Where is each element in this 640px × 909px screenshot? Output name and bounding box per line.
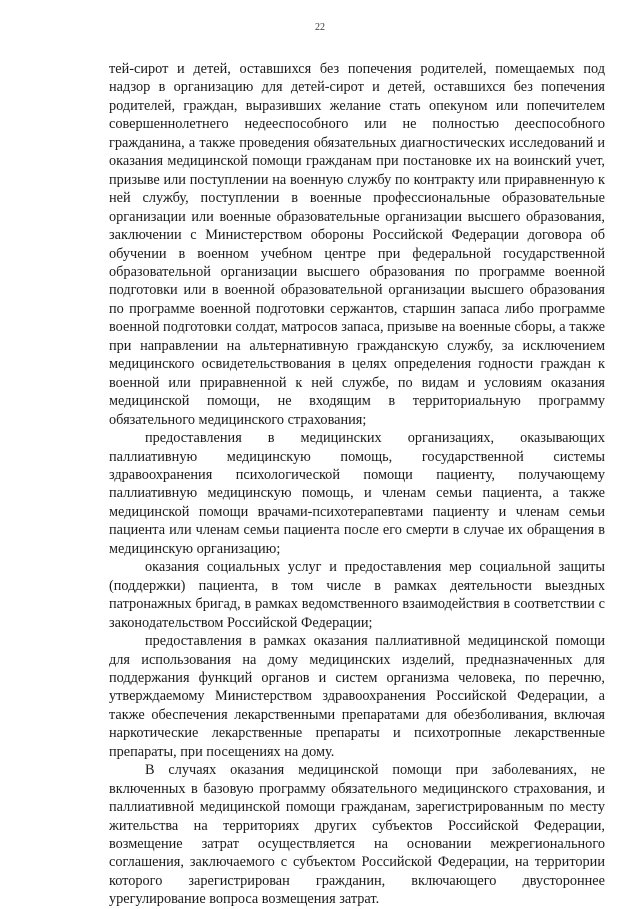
paragraph-continuation: тей-сирот и детей, оставшихся без попечения родителей, помещаемых под надзор в организацию для детей-сирот и детей, оставшихся без попечения родителей, граждан, выразивших желание стать опекуном или попечителем совершеннолетнего недееспособного или не полностью дееспособного гражданина, а также проведения обязательных диагностических исследований и оказания медицинской помощи гражданам при постановке их на воинский учет, призыве или поступлении на военную службу по контракту или приравненную к ней службу, поступлении в военные профессиональные образовательные организации или военные образовательные организации высшего образования, заключении с Министерством обороны Российской Федерации договора об обучении в военном учебном центре при федеральной государственной образовательной организации высшего образования по программе военной подготовки или в военной образовательной организации высшего образования по программе военной подготовки сержантов, старшин запаса либо программе военной подготовки солдат, матросов запаса, призыве на военные сборы, а также при направлении на альтернативную гражданскую службу, за исключением медицинского освидетельствования в целях определения годности граждан к военной или приравненной к ней службе, по видам и условиям оказания медицинской помощи, не входящим в территориальную программу обязательного медицинского страхования; (109, 61, 605, 428)
paragraph-social-services: оказания социальных услуг и предоставления мер социальной защиты (поддержки) пациента, в том числе в рамках деятельности выездных патронажных бригад, в рамках ведомственного взаимодействия в соответствии с законодательством Российской Федерации; (109, 559, 605, 631)
paragraph-psychological-help: предоставления в медицинских организациях, оказывающих паллиативную медицинскую помощь, государственной системы здравоохранения психологической помощи пациенту, получающему паллиативную медицинскую помощь, и членам семьи пациента, а также медицинской помощи врачами-психотерапевтами пациенту и членам семьи пациента или членам семьи пациента после его смерти в случае их обращения в медицинскую организацию; (109, 430, 605, 557)
page-number: 22 (315, 22, 325, 33)
document-body (109, 60, 605, 909)
paragraph-medical-devices: предоставления в рамках оказания паллиативной медицинской помощи для использования на дому медицинских изделий, предназначенных для поддержания функций органов и систем организма человека, по перечню, утверждаемому Министерством здравоохранения Российской Федерации, а также обеспечения лекарственными препаратами для обезболивания, включая наркотические лекарственные препараты и психотропные лекарственные препараты, при посещениях на дому. (109, 633, 605, 760)
paragraph-cost-reimbursement: В случаях оказания медицинской помощи при заболеваниях, не включенных в базовую программу обязательного медицинского страхования, и паллиативной медицинской помощи гражданам, зарегистрированным по месту жительства на территориях других субъектов Российской Федерации, возмещение затрат осуществляется на основании межрегионального соглашения, заключаемого с субъектом Российской Федерации, на территории которого зарегистрирован гражданин, включающего двустороннее урегулирование вопроса возмещения затрат. (109, 762, 605, 908)
